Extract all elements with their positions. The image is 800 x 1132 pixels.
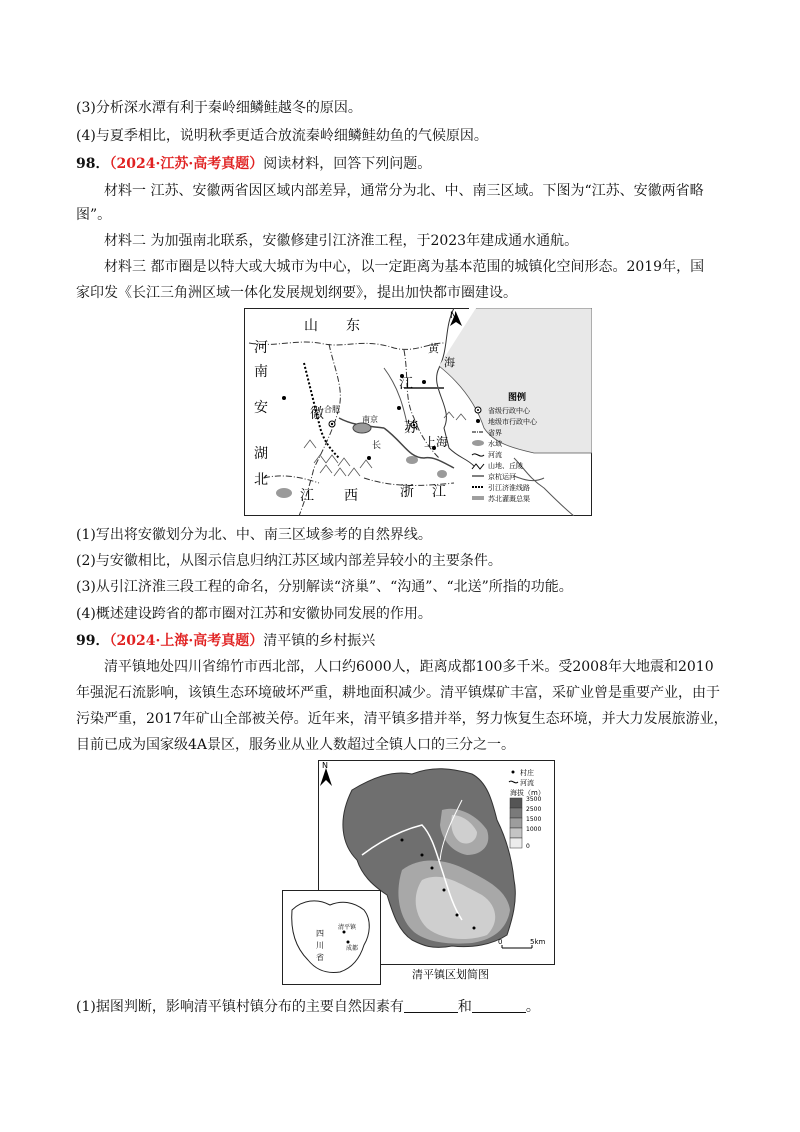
map2-caption: 清平镇区划简图 [412, 968, 489, 981]
q99-source: （2024·上海·高考真题） [109, 633, 264, 649]
map2-legend-elev-title: 海拔（m） [510, 789, 545, 797]
q98-material3-line1: 材料三 都市圈是以特大或大城市为中心，以一定距离为基本范围的城镇化空间形态。2019年，国 [104, 259, 705, 275]
qingping-town-map [282, 760, 556, 986]
map1-north-label: N [450, 311, 457, 321]
map1-city-nanjing: 南京 [362, 415, 378, 424]
q99-paragraph-line2: 年强泥石流影响，该镇生态环境破坏严重，耕地面积减少。清平镇煤矿丰富，采矿业曾是重要产业，由于 [76, 685, 720, 701]
legend-item-mountains: 山地、丘陵 [488, 462, 523, 470]
q99-q1-text: (1)据图判断，影响清平镇村镇分布的主要自然因素有 [76, 999, 404, 1015]
map1-anhui-1: 安 [254, 400, 268, 416]
inset-label-sheng: 省 [316, 953, 324, 962]
q98-prompt: 阅读材料，回答下列问题。 [263, 156, 432, 172]
sichuan-inset [283, 891, 381, 985]
q99-paragraph-line4: 目前已成为国家级4A景区，服务业从业人数超过全镇人口的三分之一。 [76, 737, 516, 753]
inset-label-chuan: 川 [316, 941, 324, 950]
legend-item-river: 河流 [488, 451, 502, 459]
map2-scale-5: 5km [530, 938, 546, 946]
legend-item-provincial-capital: 省级行政中心 [488, 407, 530, 415]
jiangsu-anhui-map [244, 308, 592, 516]
q98-subquestion-4: (4)概述建设跨省的都市圈对江苏和安徽协同发展的作用。 [76, 606, 432, 622]
inset-label-si: 四 [316, 929, 324, 938]
q98-material3-line2: 家印发《长江三角洲区域一体化发展规划纲要》，提出加快都市圈建设。 [76, 285, 517, 301]
inset-city-chengdu: 成都 [346, 945, 359, 952]
q99-paragraph-line3: 污染严重，2017年矿山全部被关停。近年来，清平镇多措并举，努力恢复生态环境，并大力发展旅游业， [76, 711, 728, 727]
inset-city-qingping: 清平镇 [338, 924, 357, 931]
q98-subquestion-2: (2)与安徽相比，从图示信息归纳江苏区域内部差异较小的主要条件。 [76, 553, 502, 569]
legend-item-prefecture-city: 地级市行政中心 [488, 418, 537, 426]
map1-henan-2: 南 [254, 364, 268, 380]
legend-item-grand-canal: 京杭运河 [488, 473, 516, 481]
q99-subquestion-1 [76, 998, 726, 1016]
map1-jiangsu-2: 苏 [404, 420, 418, 436]
map1-shandong-2: 东 [346, 318, 360, 334]
q99-header [76, 632, 726, 650]
elev-tick-3500: 3500 [526, 796, 542, 803]
map1-henan-1: 河 [254, 340, 268, 356]
map1-sea-1: 黄 [428, 342, 439, 355]
q99-title: 清平镇的乡村振兴 [263, 633, 376, 649]
q98-material2: 材料二 为加强南北联系，安徽修建引江济淮工程，于2023年建成通水通航。 [104, 233, 579, 249]
q98-material1-line2: 图”。 [76, 207, 112, 223]
map2-legend-village: 村庄 [520, 769, 534, 777]
q99-paragraph-line1: 清平镇地处四川省绵竹市西北部，人口约6000人，距离成都100多千米。受2008年大地震和2010 [104, 659, 714, 675]
q98-header [76, 155, 726, 173]
map1-river-label: 长 [372, 441, 382, 451]
map1-jiangxi-2: 西 [344, 488, 358, 504]
map2-scale-0: 0 [498, 938, 503, 946]
q97-subquestion-3: (3)分析深水潭有利于秦岭细鳞鲑越冬的原因。 [76, 100, 362, 116]
answer-blank-2[interactable] [472, 998, 526, 1013]
map1-jiangsu-1: 江 [399, 376, 413, 392]
map1-hubei-1: 湖 [254, 446, 268, 462]
elev-tick-2500: 2500 [526, 806, 542, 813]
map1-zhejiang-1: 浙 [400, 484, 414, 500]
q98-source: （2024·江苏·高考真题） [109, 156, 264, 172]
elev-tick-0: 0 [526, 843, 530, 850]
map1-zhejiang-2: 江 [432, 484, 446, 500]
q98-subquestion-1: (1)写出将安徽划分为北、中、南三区域参考的自然界线。 [76, 527, 432, 543]
q98-material1-line1: 材料一 江苏、安徽两省因区域内部差异，通常分为北、中、南三区域。下图为“江苏、安徽两省略 [104, 183, 704, 199]
map1-jiangxi-1: 江 [300, 488, 314, 504]
elev-tick-1500: 1500 [526, 816, 542, 823]
legend-item-provincial-boundary: 省界 [488, 429, 502, 437]
legend-item-irrigation-canal: 苏北灌溉总渠 [488, 495, 530, 503]
q99-q1-and: 和 [457, 999, 472, 1015]
legend-item-water: 水域 [488, 440, 502, 448]
legend-item-diversion-route: 引江济淮线路 [488, 484, 530, 492]
answer-blank-1[interactable] [404, 998, 458, 1013]
elev-tick-1000: 1000 [526, 826, 542, 833]
map1-shandong-1: 山 [304, 318, 318, 334]
map2-legend-river: 河流 [520, 779, 534, 787]
q99-q1-period: 。 [525, 999, 540, 1015]
map1-city-hefei: 合肥 [324, 405, 340, 414]
map2-north-label: N [322, 761, 328, 770]
q98-subquestion-3: (3)从引江济淮三段工程的命名，分别解读“济巢”、“沟通”、“北送”所指的功能。 [76, 579, 573, 595]
q97-subquestion-4: (4)与夏季相比，说明秋季更适合放流秦岭细鳞鲑幼鱼的气候原因。 [76, 128, 488, 144]
q98-number: 98． [76, 156, 110, 172]
map1-city-shanghai: 上海 [424, 435, 449, 449]
map1-anhui-2: 徽 [310, 406, 324, 422]
q99-number: 99． [76, 633, 110, 649]
map1-sea-2: 海 [444, 356, 455, 369]
map1-legend-title: 图例 [508, 393, 527, 403]
map1-hubei-2: 北 [254, 472, 268, 488]
